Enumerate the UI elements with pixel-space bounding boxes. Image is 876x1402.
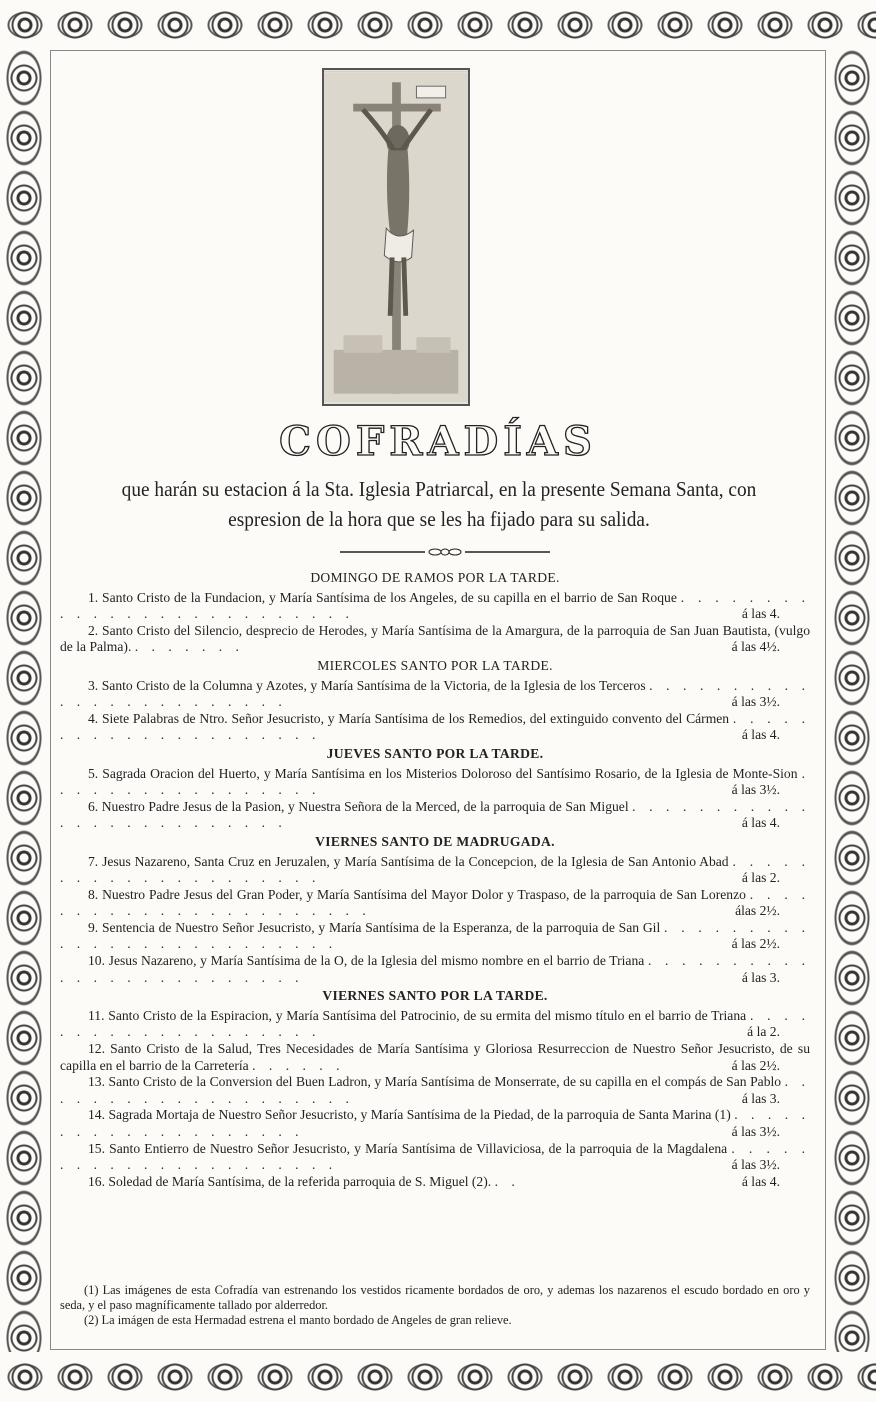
section-heading: MIERCOLES SANTO POR LA TARDE. [317, 657, 553, 673]
section-madrugada [60, 834, 810, 986]
entry-text: 13. Santo Cristo de la Conversion del Buen Ladron, y María Santísima de Monserrate, de su capilla en el compás de San Pablo [88, 1074, 782, 1090]
list-item: 16. Soledad de María Santísima, de la referida parroquia de S. Miguel (2). . . á las 4. [60, 1174, 810, 1191]
list-item: 10. Jesus Nazareno, y María Santísima de la O, de la Iglesia del mismo nombre en el barrio de Triana . . . . . . . . . . . . . . . . . . . . . . . . . á las 3. [60, 953, 810, 985]
entry-hour: á la 2. [747, 1024, 780, 1040]
list-item: 9. Sentencia de Nuestro Señor Jesucristo, y María Santísima de la Esperanza, de la parroquia de San Gil . . . . . . . . . . . . . . . . . . . . . . . . . . á las 2½. [60, 919, 810, 952]
entry-hour: á las 3. [741, 969, 780, 985]
divider-ornament [340, 548, 550, 556]
entry-hour: á las 2½. [731, 936, 780, 952]
footnotes [60, 1283, 810, 1328]
entry-text: 3. Santo Cristo de la Columna y Azotes, y María Santísima de la Victoria, de la Iglesia de los Terceros [88, 677, 646, 693]
section-jueves [60, 746, 810, 832]
crucifix-icon [324, 70, 468, 404]
border-top-ornament [0, 0, 876, 50]
entry-hour: á las 2. [741, 870, 780, 886]
list-item: 12. Santo Cristo de la Salud, Tres Necesidades de María Santísima y Gloriosa Resurreccion de Nuestro Señor Jesucristo, de su capilla en el barrio de la Carretería . . . . . . á las 2½. [60, 1041, 810, 1073]
section-heading: VIERNES SANTO POR LA TARDE. [322, 988, 548, 1004]
entry-text: 5. Sagrada Oracion del Huerto, y María Santísima en los Misterios Doloroso del Santísimo Rosario, de la Iglesia de Monte-Sion [88, 765, 798, 781]
footnote-1: (1) Las imágenes de esta Cofradía van estrenando los vestidos ricamente bordados de oro, y ademas los nazarenos el escudo bordado en oro y seda, y el paso magníficamente tallado por alderredor. [60, 1283, 810, 1312]
entry-hour: á las 4. [741, 815, 780, 831]
section-miercoles [60, 658, 810, 744]
entry-hour: á las 3½. [731, 1157, 780, 1173]
entry-hour: á las 3½. [731, 782, 780, 798]
entry-hour: á las 2½. [731, 1057, 780, 1073]
section-heading: VIERNES SANTO DE MADRUGADA. [315, 833, 555, 849]
section-domingo [60, 570, 810, 656]
list-item: 14. Sagrada Mortaja de Nuestro Señor Jesucristo, y María Santísima de la Piedad, de la parroquia de Santa Marina (1) . . . . . . . . . . . . . . . . . . . . á las 3½. [60, 1107, 810, 1139]
entry-hour: á las 3½. [731, 694, 780, 710]
entry-hour: á las 3½. [731, 1124, 780, 1139]
entry-text: 1. Santo Cristo de la Fundacion, y María Santísima de los Angeles, de su capilla en el barrio de San Roque [88, 589, 677, 605]
entry-text: 10. Jesus Nazareno, y María Santísima de la O, de la Iglesia del mismo nombre en el barrio de Triana [88, 953, 645, 969]
section-heading: DOMINGO DE RAMOS POR LA TARDE. [310, 570, 560, 585]
entry-text: 16. Soledad de María Santísima, de la referida parroquia de S. Miguel (2). [88, 1173, 492, 1189]
list-item: 13. Santo Cristo de la Conversion del Buen Ladron, y María Santísima de Monserrate, de su capilla en el compás de San Pablo . . . . . . . . . . . . . . . . . . . . á las 3. [60, 1074, 811, 1106]
border-right-ornament [828, 48, 876, 1352]
list-item: 2. Santo Cristo del Silencio, desprecio de Herodes, y María Santísima de la Amargura, de la parroquia de San Juan Bautista, (vulgo de la Palma). . . . . . . . á las 4½. [60, 622, 810, 655]
footnote-2: (2) La imágen de esta Hermadad estrena el manto bordado de Angeles de gran relieve. [84, 1313, 512, 1327]
crucifix-engraving [322, 68, 470, 406]
list-item: 8. Nuestro Padre Jesus del Gran Poder, y María Santísima del Mayor Dolor y Traspaso, de la parroquia de San Lorenzo . . . . . . . . . . . . . . . . . . . . . . . álas 2½. [60, 886, 810, 919]
entry-text: 4. Siete Palabras de Ntro. Señor Jesucristo, y María Santísima de los Remedios, del extinguido convento del Cármen [88, 710, 730, 726]
list-item: 3. Santo Cristo de la Columna y Azotes, y María Santísima de la Victoria, de la Iglesia de los Terceros . . . . . . . . . . . . . . . . . . . . . . . . á las 3½. [60, 677, 810, 710]
list-item: 6. Nuestro Padre Jesus de la Pasion, y Nuestra Señora de la Merced, de la parroquia de San Miguel . . . . . . . . . . . . . . . . . . . . . . . . . á las 4. [60, 798, 810, 831]
entry-hour: á las 4. [741, 727, 780, 743]
list-item: 11. Santo Cristo de la Espiracion, y María Santísima del Patrocinio, de su ermita del mismo título en el barrio de Triana . . . . . . . . . . . . . . . . . . . . á la 2. [60, 1007, 810, 1040]
list-item: 5. Sagrada Oracion del Huerto, y María Santísima en los Misterios Doloroso del Santísimo Rosario, de la Iglesia de Monte-Sion . . . . . . . . . . . . . . . . . á las 3½. [60, 765, 810, 798]
list-item: 7. Jesus Nazareno, Santa Cruz en Jeruzalen, y María Santísima de la Concepcion, de la Iglesia de San Antonio Abad . . . . . . . . . . . . . . . . . . . . . á las 2. [60, 853, 810, 886]
list-item: 4. Siete Palabras de Ntro. Señor Jesucristo, y María Santísima de los Remedios, del extinguido convento del Cármen . . . . . . . . . . . . . . . . . . . . . á las 4. [60, 710, 810, 743]
entry-text: 2. Santo Cristo del Silencio, desprecio de Herodes, y María Santísima de la Amargura, de la parroquia de San Juan Bautista, (vulgo de la Palma). [60, 622, 810, 655]
entry-text: 6. Nuestro Padre Jesus de la Pasion, y Nuestra Señora de la Merced, de la parroquia de San Miguel [88, 798, 629, 814]
page-subtitle: que harán su estacion á la Sta. Iglesia Patriarcal, en la presente Semana Santa, con espresion de la hora que se les ha fijado para su salida. [121, 477, 757, 531]
entry-text: 14. Sagrada Mortaja de Nuestro Señor Jesucristo, y María Santísima de la Piedad, de la parroquia de Santa Marina (1) [88, 1107, 731, 1123]
entry-text: 9. Sentencia de Nuestro Señor Jesucristo, y María Santísima de la Esperanza, de la parroquia de San Gil [88, 919, 661, 935]
list-item: 1. Santo Cristo de la Fundacion, y María Santísima de los Angeles, de su capilla en el barrio de San Roque . . . . . . . . . . . . . . . . . . . . . . . . . . á las 4. [60, 589, 810, 622]
entry-hour: á las 4. [741, 1173, 780, 1189]
entry-hour: á las 4. [741, 606, 780, 622]
entry-text: 15. Santo Entierro de Nuestro Señor Jesucristo, y María Santísima de Villaviciosa, de la parroquia de la Magdalena [88, 1140, 728, 1156]
section-heading: JUEVES SANTO POR LA TARDE. [326, 745, 544, 761]
entry-hour: álas 2½. [735, 903, 780, 919]
page-title: COFRADÍAS [279, 418, 597, 465]
border-bottom-ornament [0, 1352, 876, 1402]
entry-text: 7. Jesus Nazareno, Santa Cruz en Jeruzalen, y María Santísima de la Concepcion, de la Iglesia de San Antonio Abad [88, 853, 729, 869]
entry-text: 8. Nuestro Padre Jesus del Gran Poder, y María Santísima del Mayor Dolor y Traspaso, de la parroquia de San Lorenzo [88, 886, 746, 902]
border-left-ornament [0, 48, 48, 1352]
entry-text: 11. Santo Cristo de la Espiracion, y María Santísima del Patrocinio, de su ermita del mismo título en el barrio de Triana [88, 1007, 747, 1023]
list-item: 15. Santo Entierro de Nuestro Señor Jesucristo, y María Santísima de Villaviciosa, de la parroquia de la Magdalena . . . . . . . . . . . . . . . . . . . . . . á las 3½. [60, 1140, 810, 1173]
entry-hour: á las 3. [741, 1090, 780, 1106]
entry-text: 12. Santo Cristo de la Salud, Tres Necesidades de María Santísima y Gloriosa Resurreccion de Nuestro Señor Jesucristo, de su capilla en el barrio de la Carretería [60, 1041, 810, 1073]
processions-list [60, 568, 810, 1190]
section-viernes-tarde [60, 988, 810, 1190]
entry-hour: á las 4½. [731, 639, 780, 655]
